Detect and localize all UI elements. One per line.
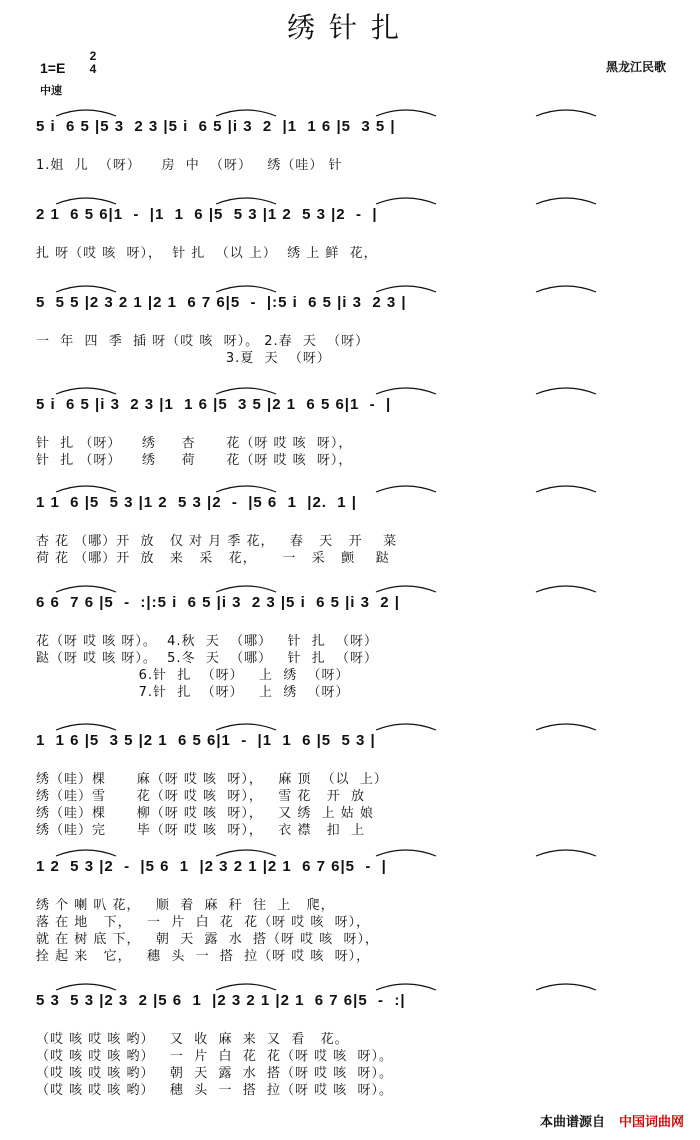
slur [376,388,436,394]
lyric-line: 扎 呀（哎 咳 呀）， 针 扎 （以 上） 绣 上 鲜 花， [36,246,378,261]
slur-marks [36,580,666,594]
lyric-line: 拴 起 来 它， 穗 头 一 搭 拉（呀 哎 咳 呀）， [36,949,371,964]
slur-marks [36,280,666,294]
lyric-line: 1.姐 儿 （呀） 房 中 （呀） 绣（哇） 针 [36,158,343,173]
slur-marks [36,718,666,732]
lyric-line: （哎 咳 哎 咳 哟） 朝 天 露 水 搭（呀 哎 咳 呀）。 [36,1066,394,1081]
slur [216,724,276,730]
lyric-line: 落 在 地 下， 一 片 白 花 花（呀 哎 咳 呀）， [36,915,371,930]
notation-line: 5 i 6 5 |5 3 2 3 |5 i 6 5 |i 3 2 |1 1 6 |5 3 5 | [36,118,396,135]
key-signature: 1=E [40,60,66,76]
notation-line: 2 1 6 5 6|1 - |1 1 6 |5 5 3 |1 2 5 3 |2 - | [36,206,378,223]
slur [536,286,596,292]
slur [56,388,116,394]
slur [536,724,596,730]
notation-line: 5 i 6 5 |i 3 2 3 |1 1 6 |5 3 5 |2 1 6 5 6|1 - | [36,396,392,413]
song-source: 黑龙江民歌 [605,60,666,74]
slur [376,198,436,204]
slur-marks [36,192,666,206]
slur [216,110,276,116]
slur [376,110,436,116]
lyric-line: （哎 咳 哎 咳 哟） 又 收 麻 来 又 看 花。 [36,1032,349,1047]
slur [376,286,436,292]
lyric-line: 3.夏 天 （呀） [36,351,331,366]
lyric-line: 就 在 树 底 下， 朝 天 露 水 搭（呀 哎 咳 呀）， [36,932,380,947]
notation-line: 1 1 6 |5 3 5 |2 1 6 5 6|1 - |1 1 6 |5 5 3 | [36,732,376,749]
slur [536,850,596,856]
lyric-line: 荷 花 （哪）开 放 来 采 花， 一 采 颤 跶 [36,551,390,566]
lyric-line: （哎 咳 哎 咳 哟） 一 片 白 花 花（呀 哎 咳 呀）。 [36,1049,394,1064]
slur [56,486,116,492]
slur [56,110,116,116]
slur [536,586,596,592]
slur [376,850,436,856]
slur [56,286,116,292]
slur [216,850,276,856]
footer-label: 本曲谱源自 [539,1115,605,1130]
slur-marks [36,382,666,396]
slur-marks [36,104,666,118]
lyric-line: 7.针 扎 （呀） 上 绣 （呀） [36,685,350,700]
slur [536,110,596,116]
slur [536,388,596,394]
lyric-line: 杏 花 （哪）开 放 仅 对 月 季 花， 春 天 开 菜 [36,534,398,549]
slur [216,486,276,492]
song-title: 绣针扎 [286,11,413,44]
slur-marks [36,480,666,494]
slur [376,724,436,730]
slur-marks [36,978,666,992]
notation-line: 5 3 5 3 |2 3 2 |5 6 1 |2 3 2 1 |2 1 6 7 6|5 - :| [36,992,406,1009]
tempo-marking: 中速 [40,84,62,97]
slur [56,198,116,204]
meter-top: 2 [89,49,97,63]
slur [536,984,596,990]
slur [536,198,596,204]
lyric-line: 绣（哇）雪 花（呀 哎 咳 呀）， 雪 花 开 放 [36,789,366,804]
notation-line: 6 6 7 6 |5 - :|:5 i 6 5 |i 3 2 3 |5 i 6 5 |i 3 2 | [36,594,401,611]
slur [376,984,436,990]
lyric-line: 绣（哇）完 毕（呀 哎 咳 呀）， 衣 襟 扣 上 [36,823,366,838]
notation-line: 5 5 5 |2 3 2 1 |2 1 6 7 6|5 - |:5 i 6 5 |i 3 2 3 | [36,294,407,311]
notation-line: 1 1 6 |5 5 3 |1 2 5 3 |2 - |5 6 1 |2. 1 | [36,494,358,511]
lyric-line: 绣（哇）棵 麻（呀 哎 咳 呀）， 麻 顶 （以 上） [36,772,388,787]
slur [536,486,596,492]
slur [56,850,116,856]
slur [216,388,276,394]
meter-bottom: 4 [89,62,97,76]
slur [376,586,436,592]
lyric-line: 6.针 扎 （呀） 上 绣 （呀） [36,668,350,683]
slur [376,486,436,492]
lyric-line: （哎 咳 哎 咳 哟） 穗 头 一 搭 拉（呀 哎 咳 呀）。 [36,1083,394,1098]
lyric-line: 绣（哇）棵 柳（呀 哎 咳 呀）， 又 绣 上 姑 娘 [36,806,374,821]
lyric-line: 一 年 四 季 插 呀（哎 咳 呀）。 2.春 天 （呀） [36,334,370,349]
notation-line: 1 2 5 3 |2 - |5 6 1 |2 3 2 1 |2 1 6 7 6|5 - | [36,858,387,875]
lyric-line: 绣 个 喇 叭 花， 顺 着 麻 秆 往 上 爬， [36,898,335,913]
slur [216,198,276,204]
lyric-line: 针 扎 （呀） 绣 荷 花（呀 哎 咳 呀）， [36,453,353,468]
footer-site: 中国词曲网 [618,1115,684,1130]
slur [216,286,276,292]
lyric-line: 跶（呀 哎 咳 呀）。 5.冬 天 （哪） 针 扎 （呀） [36,651,379,666]
slur [216,984,276,990]
slur-marks [36,844,666,858]
time-signature [86,50,100,76]
lyric-line: 花（呀 哎 咳 呀）。 4.秋 天 （哪） 针 扎 （呀） [36,634,379,649]
slur [56,984,116,990]
footer [540,1111,684,1130]
slur [216,586,276,592]
slur [56,724,116,730]
lyric-line: 针 扎 （呀） 绣 杏 花（呀 哎 咳 呀）， [36,436,353,451]
slur [56,586,116,592]
